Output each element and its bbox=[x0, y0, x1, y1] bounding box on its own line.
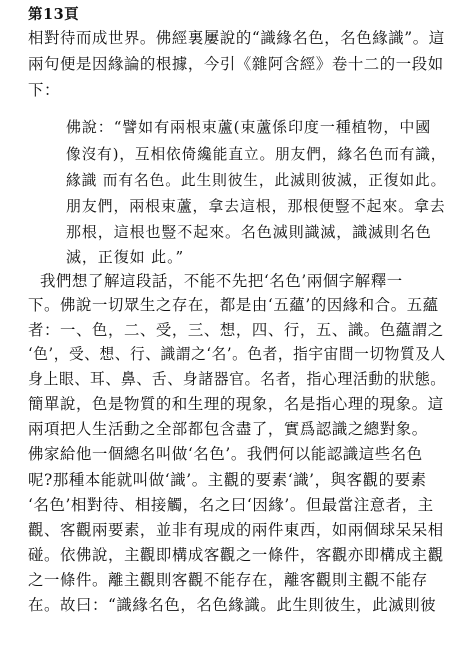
paragraph-2-line: 者：一、色，二、受，三、想，四、行，五、識。色蘊謂之 bbox=[28, 321, 444, 339]
paragraph-2-line: 我們想了解這段話，不能不先把‘名色’兩個字解釋一 bbox=[40, 272, 403, 290]
paragraph-2-line: 簡單說，色是物質的和生理的現象，名是指心理的現象。這 bbox=[28, 395, 444, 413]
quote-line: 像沒有)，互相依倚纔能直立。朋友們，緣名色而有識， bbox=[66, 145, 447, 163]
paragraph-2-line: 觀、客觀兩要素，並非有現成的兩件東西，如兩個球呆呆相 bbox=[28, 521, 444, 539]
paragraph-2-line: 身上眼、耳、鼻、舌、身諸器官。名者，指心理活動的狀態。 bbox=[28, 370, 446, 388]
paragraph-2-line: 呢?那種本能就叫做‘識’。主觀的要素‘識’，與客觀的要素 bbox=[28, 471, 427, 489]
quote-line: 那根，這根也豎不起來。名色滅則識滅，識滅則名色 bbox=[66, 223, 432, 241]
quote-line: 滅，正復如 此。” bbox=[66, 248, 185, 266]
paragraph-2-line: ‘名色’相對待、相接觸，名之曰‘因緣’。但最當注意者，主 bbox=[28, 496, 434, 514]
paragraph-2-line: 兩項把人生活動之全部都包含盡了，實爲認識之總對象。 bbox=[28, 420, 428, 438]
paragraph-2-line: ‘色’，受、想、行、識謂之‘名’。色者，指宇宙間一切物質及人 bbox=[28, 345, 446, 363]
paragraph-2-line: 在。故曰：“識緣名色，名色緣識。此生則彼生，此滅則彼 bbox=[28, 596, 437, 614]
paragraph-1-line: 相對待而成世界。佛經裏屢說的“識緣名色，名色緣識”。這 bbox=[28, 29, 445, 47]
paragraph-1-line: 兩句便是因緣論的根據，今引《雜阿含經》卷十二的一段如 bbox=[28, 55, 444, 73]
quote-line: 佛說：“譬如有兩根束蘆(束蘆係印度一種植物，中國 bbox=[66, 118, 432, 136]
paragraph-2-line: 佛家給他一個總名叫做‘名色’。我們何以能認識這些名色 bbox=[28, 445, 423, 463]
paragraph-2-line: 之一條件。離主觀則客觀不能存在，離客觀則主觀不能存 bbox=[28, 571, 428, 589]
paragraph-1-line: 下： bbox=[28, 81, 60, 99]
paragraph-2-line: 碰。依佛說，主觀即構成客觀之一條件，客觀亦即構成主觀 bbox=[28, 546, 444, 564]
quote-line: 緣識 而有名色。此生則彼生，此滅則彼滅，正復如此。 bbox=[66, 171, 447, 189]
paragraph-2-line: 下。佛說一切眾生之存在，都是由‘五蘊’的因緣和合。五蘊 bbox=[28, 296, 439, 314]
page-header: 第13頁 bbox=[28, 6, 80, 23]
quote-line: 朋友們，兩根束蘆，拿去這根，那根便豎不起來。拿去 bbox=[66, 197, 446, 215]
